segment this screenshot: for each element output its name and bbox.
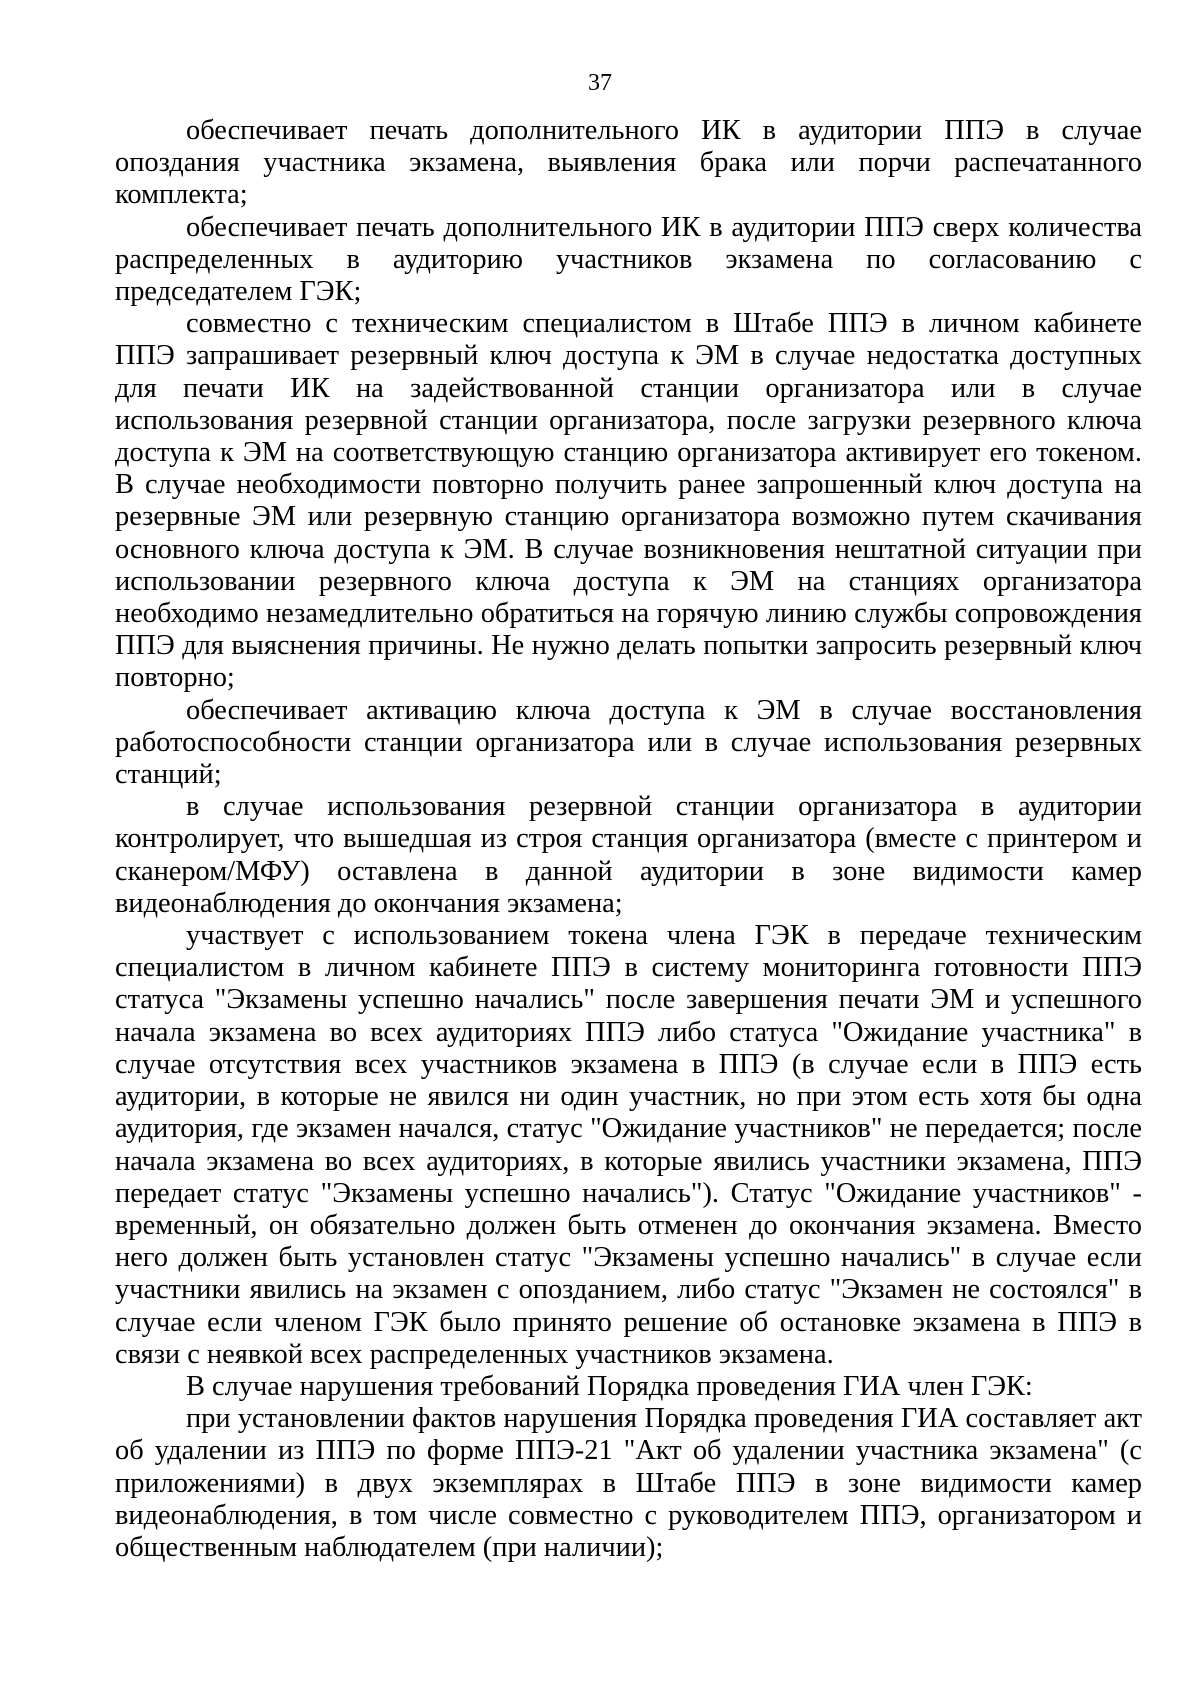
paragraph-reserve-station-control: в случае использования резервной станции организатора в аудитории контролирует, что вышедшая из строя станция организатора (вместе с принтером и сканером/МФУ) оставлена в данной аудитории в зоне видимости камер видеонаблюдения до окончания экзамена;	[115, 791, 1142, 919]
document-body	[115, 115, 1142, 1564]
paragraph-additional-print-over-count: обеспечивает печать дополнительного ИК в аудитории ППЭ сверх количества распределенных в аудиторию участников экзамена по согласованию с председателем ГЭК;	[115, 211, 1142, 308]
paragraph-key-activation: обеспечивает активацию ключа доступа к ЭМ в случае восстановления работоспособности станции организатора или в случае использования резервных станций;	[115, 694, 1142, 791]
paragraph-reserve-key-request: совместно с техническим специалистом в Штабе ППЭ в личном кабинете ППЭ запрашивает резервный ключ доступа к ЭМ в случае недостатка доступных для печати ИК на задействованной станции организатора или в случае использования резервной станции организатора, после загрузки резервного ключа доступа к ЭМ на соответствующую станцию организатора активирует его токеном. В случае необходимости повторно получить ранее запрошенный ключ доступа на резервные ЭМ или резервную станцию организатора возможно путем скачивания основного ключа доступа к ЭМ. В случае возникновения нештатной ситуации при использовании резервного ключа доступа к ЭМ на станциях организатора необходимо незамедлительно обратиться на горячую линию службы сопровождения ППЭ для выяснения причины. Не нужно делать попытки запросить резервный ключ повторно;	[115, 308, 1142, 694]
paragraph-violation-heading: В случае нарушения требований Порядка проведения ГИА член ГЭК:	[186, 1370, 1033, 1402]
paragraph-removal-act: при установлении фактов нарушения Порядка проведения ГИА составляет акт об удалении из ППЭ по форме ППЭ-21 "Акт об удалении участника экзамена" (с приложениями) в двух экземплярах в Штабе ППЭ в зоне видимости камер видеонаблюдения, в том числе совместно с руководителем ППЭ, организатором и общественным наблюдателем (при наличии);	[115, 1403, 1142, 1563]
paragraph-status-transmission: участвует с использованием токена члена ГЭК в передаче техническим специалистом в личном кабинете ППЭ в систему мониторинга готовности ППЭ статуса "Экзамены успешно начались" после завершения печати ЭМ и успешного начала экзамена во всех аудиториях ППЭ либо статуса "Ожидание участника" в случае отсутствия всех участников экзамена в ППЭ (в случае если в ППЭ есть аудитории, в которые не явился ни один участник, но при этом есть хотя бы одна аудитория, где экзамен начался, статус "Ожидание участников" не передается; после начала экзамена во всех аудиториях, в которые явились участники экзамена, ППЭ передает статус "Экзамены успешно начались"). Статус "Ожидание участников" - временный, он обязательно должен быть отменен до окончания экзамена. Вместо него должен быть установлен статус "Экзамены успешно начались" в случае если участники явились на экзамен с опозданием, либо статус "Экзамен не состоялся" в случае если членом ГЭК было принято решение об остановке экзамена в ППЭ в связи с неявкой всех распределенных участников экзамена.	[115, 920, 1142, 1370]
page-number: 37	[588, 70, 612, 96]
paragraph-additional-print-late: обеспечивает печать дополнительного ИК в аудитории ППЭ в случае опоздания участника экзамена, выявления брака или порчи распечатанного комплекта;	[115, 115, 1142, 211]
